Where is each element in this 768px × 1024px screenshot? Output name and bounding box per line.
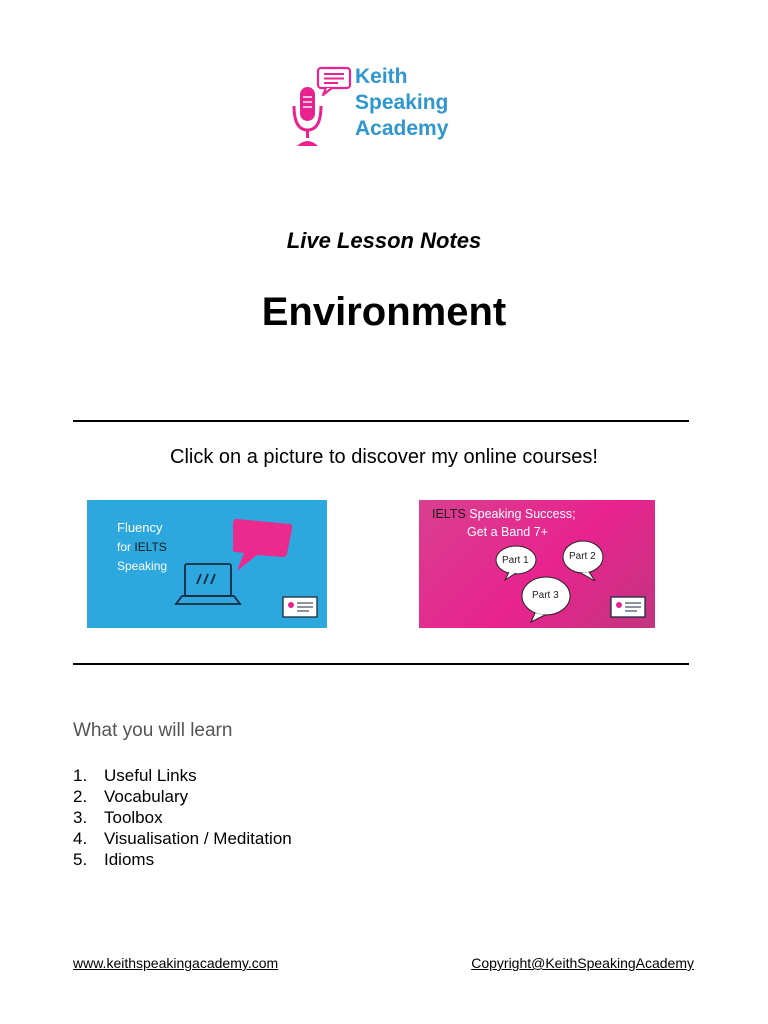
- divider-bottom: [73, 663, 689, 665]
- bubble-label-part-3: Part 3: [532, 590, 559, 601]
- list-item: 4. Visualisation / Meditation: [73, 829, 292, 848]
- page-subtitle: Live Lesson Notes: [286, 228, 482, 253]
- course-1-line-2: for IELTS: [117, 540, 167, 554]
- brand-line-3: Academy: [355, 117, 449, 140]
- course-1-line-3: Speaking: [117, 559, 168, 573]
- list-item: 5. Idioms: [73, 850, 155, 869]
- brand-logo: [288, 62, 488, 152]
- microphone-icon: [288, 62, 354, 152]
- bubble-label-part-1: Part 1: [502, 555, 529, 566]
- laptop-icon: [176, 564, 240, 604]
- brand-line-2: Speaking: [355, 91, 449, 114]
- page-title: Environment: [261, 290, 507, 334]
- list-item: 1. Useful Links: [73, 766, 197, 785]
- brand-wordmark: [355, 64, 448, 142]
- list-item: 3. Toolbox: [73, 808, 163, 827]
- course-2-line-2: Get a Band 7+: [467, 525, 548, 539]
- speech-bubble-icon: [233, 519, 293, 571]
- certificate-icon: [611, 597, 645, 617]
- course-1-line-1: Fluency: [117, 520, 163, 535]
- bubble-label-part-2: Part 2: [569, 551, 596, 562]
- courses-cta: Click on a picture to discover my online courses!: [170, 446, 598, 468]
- divider-top: [73, 420, 689, 422]
- learn-list: [73, 765, 292, 870]
- learn-heading: What you will learn: [73, 720, 233, 741]
- website-link[interactable]: www.keithspeakingacademy.com: [73, 955, 279, 971]
- course-banner-fluency[interactable]: [87, 500, 327, 628]
- course-2-line-1: IELTS Speaking Success;: [432, 507, 576, 521]
- certificate-icon: [283, 597, 317, 617]
- brand-line-1: Keith: [355, 65, 408, 88]
- list-item: 2. Vocabulary: [73, 787, 189, 806]
- course-banner-speaking-success[interactable]: [419, 500, 655, 628]
- copyright-link[interactable]: Copyright@KeithSpeakingAcademy: [471, 955, 694, 971]
